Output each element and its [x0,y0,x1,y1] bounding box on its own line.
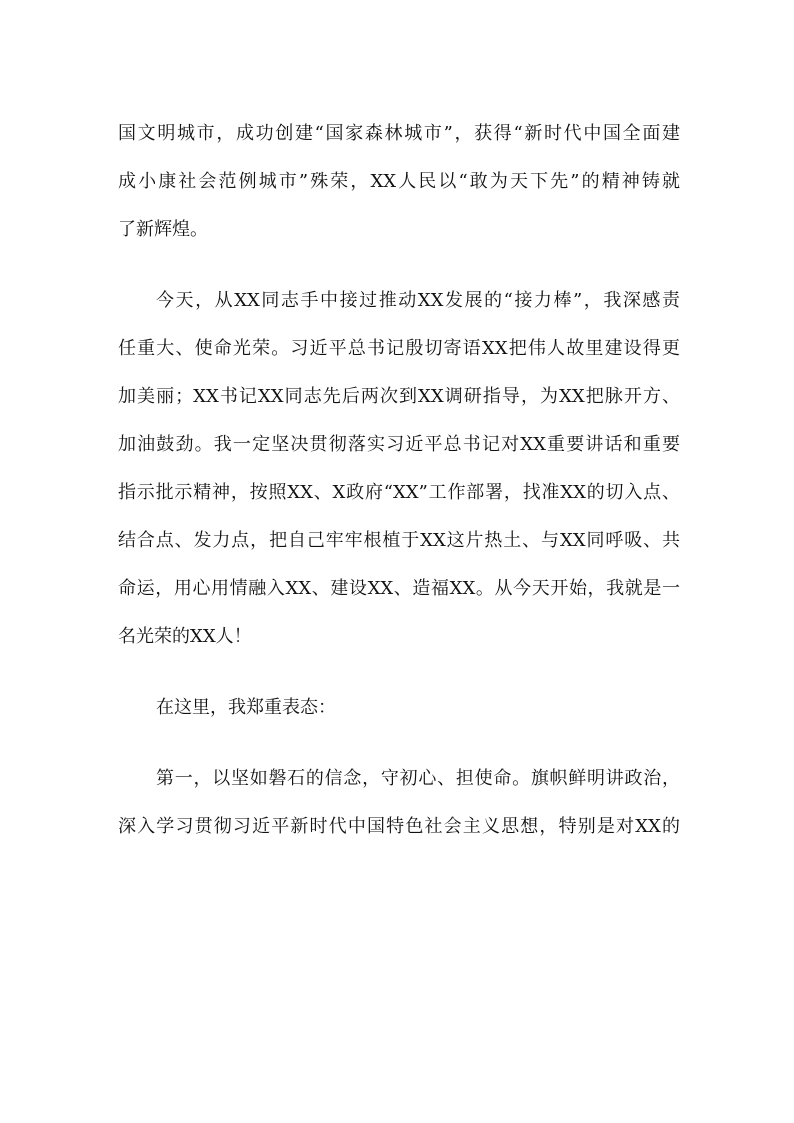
paragraph-gap [118,732,680,755]
text-line: 名光荣的XX人！ [118,626,252,647]
text-line: 深入学习贯彻习近平新时代中国特色社会主义思想，特别是对XX的 [118,816,680,837]
document-body [118,110,680,851]
text-line: 加美丽；XX书记XX同志先后两次到XX调研指导，为XX把脉开方、 [118,386,680,407]
paragraph-gap [118,254,680,277]
paragraph [118,755,680,851]
text-line: 命运，用心用情融入XX、建设XX、造福XX。从今天开始，我就是一 [118,578,680,599]
text-line: 加油鼓劲。我一定坚决贯彻落实习近平总书记对XX重要讲话和重要 [118,434,680,455]
paragraph [118,277,680,661]
text-line: 任重大、使命光荣。习近平总书记殷切寄语XX把伟人故里建设得更 [118,338,680,359]
text-line: 今天，从XX同志手中接过推动XX发展的“接力棒”，我深感责 [156,290,680,311]
text-line: 指示批示精神，按照XX、X政府“XX”工作部署，找准XX的切入点、 [118,482,680,503]
text-line: 结合点、发力点，把自己牢牢根植于XX这片热土、与XX同呼吸、共 [118,530,680,551]
text-line: 了新辉煌。 [118,219,208,240]
text-line: 第一，以坚如磐石的信念，守初心、担使命。旗帜鲜明讲政治， [156,768,680,789]
text-line: 在这里，我郑重表态： [156,697,336,718]
text-line: 成小康社会范例城市”殊荣，XX人民以“敢为天下先”的精神铸就 [118,171,680,192]
paragraph-gap [118,661,680,684]
text-line: 国文明城市，成功创建“国家森林城市”，获得“新时代中国全面建 [118,123,680,144]
paragraph [118,110,680,254]
paragraph [118,684,680,732]
